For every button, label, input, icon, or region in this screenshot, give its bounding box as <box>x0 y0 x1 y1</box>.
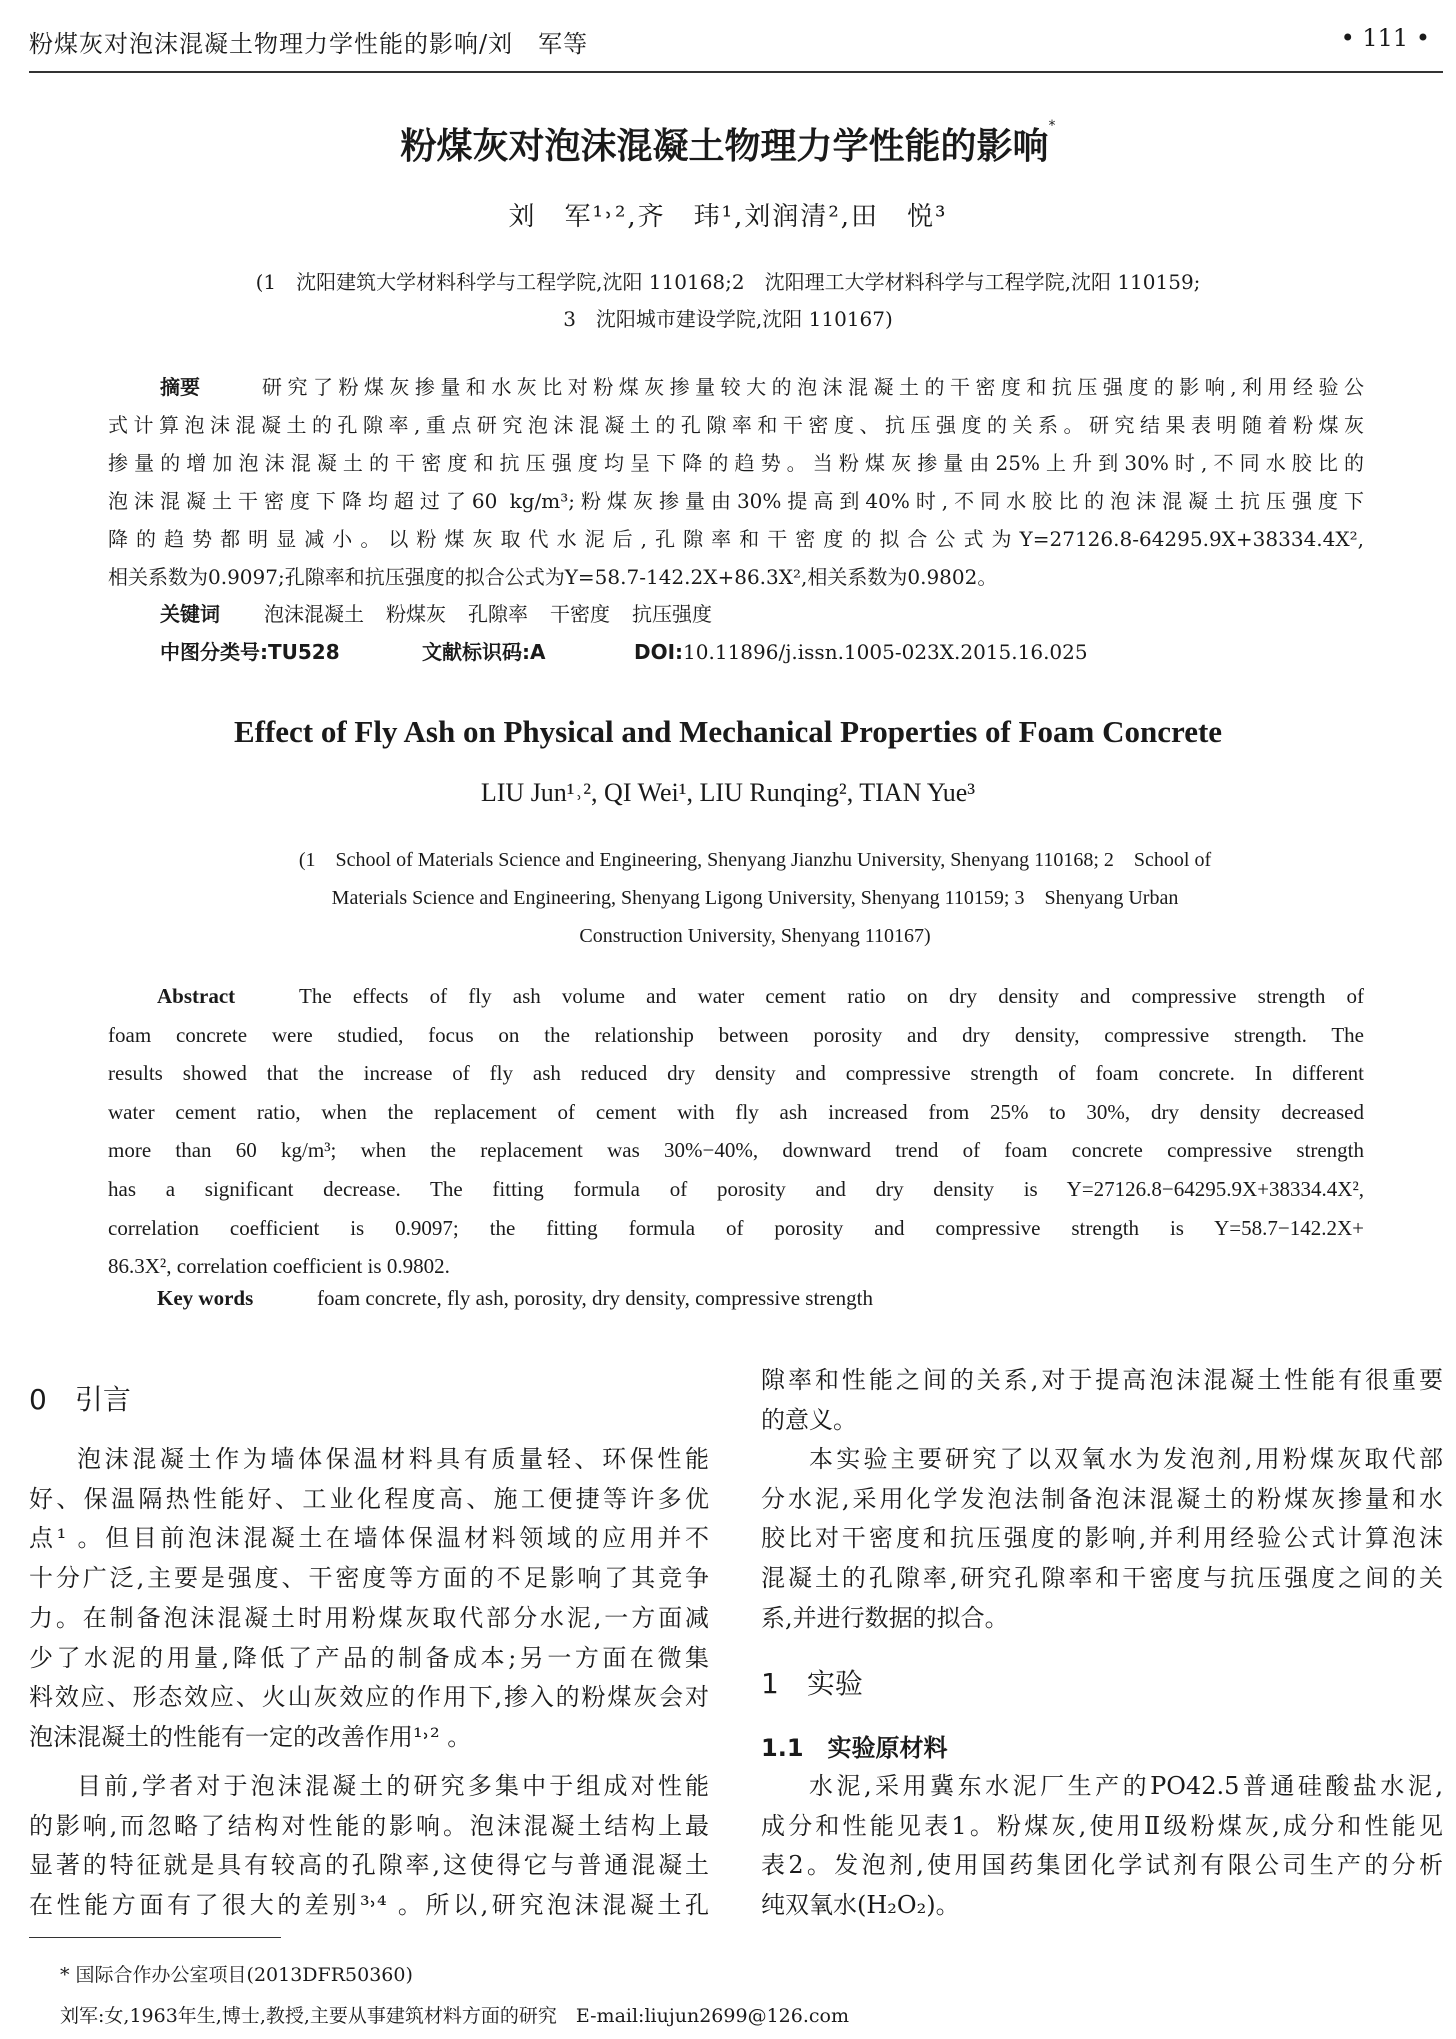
text-line: water cement ratio, when the replacement of cement with fly ash increased from 25% to 30%, dry density decreased <box>108 1099 1364 1124</box>
text-line: 显著的特征就是具有较高的孔隙率,这使得它与普通混凝土 <box>29 1851 709 1880</box>
keywords-en-text: foam concrete, fly ash, porosity, dry density, compressive strength <box>317 1286 873 1310</box>
text-line: 研究了粉煤灰掺量和水灰比对粉煤灰掺量较大的泡沫混凝土的干密度和抗压强度的影响,利用经验公 <box>262 375 1364 399</box>
keywords-en-label: Key words <box>157 1286 254 1310</box>
paragraph <box>29 1767 709 1926</box>
section-1-1-heading: 1.1 实验原材料 <box>761 1734 948 1762</box>
text-line: 成分和性能见表1。粉煤灰,使用Ⅱ级粉煤灰,成分和性能见 <box>761 1811 1443 1840</box>
text-line: 泡沫混凝土作为墙体保温材料具有质量轻、环保性能 <box>77 1445 709 1473</box>
text-line: correlation coefficient is 0.9097; the fitting formula of porosity and compressive strength is Y=58.7−142.2X+ <box>108 1215 1364 1240</box>
affiliation-en-line: (1 School of Materials Science and Engineering, Shenyang Jianzhu University, Shenyang 110168; 2 School of <box>298 849 1212 871</box>
text-line: 少了水泥的用量,降低了产品的制备成本;另一方面在微集 <box>29 1643 709 1672</box>
document-code: 文献标识码:A <box>422 640 546 664</box>
affiliation-en-line: Construction University, Shenyang 110167) <box>579 925 931 947</box>
keywords-cn-label: 关键词 <box>160 602 220 626</box>
authors-en: LIU Jun¹˒², QI Wei¹, LIU Runqing², TIAN Yue³ <box>480 778 976 807</box>
text-line: 隙率和性能之间的关系,对于提高泡沫混凝土性能有很重要 <box>761 1366 1443 1394</box>
keywords-en <box>157 1286 873 1311</box>
keywords-cn <box>160 598 756 627</box>
paragraph <box>761 1440 1443 1639</box>
abstract-cn <box>108 368 1364 596</box>
text-line: 十分广泛,主要是强度、干密度等方面的不足影响了其竞争 <box>29 1564 709 1593</box>
keyword-cn: 泡沫混凝土 <box>264 602 364 626</box>
text-line: 本实验主要研究了以双氧水为发泡剂,用粉煤灰取代部 <box>809 1445 1443 1473</box>
authors-cn: 刘 军¹˒²,齐 玮¹,刘润清²,田 悦³ <box>508 202 948 232</box>
keyword-cn: 粉煤灰 <box>386 602 446 626</box>
text-line: results showed that the increase of fly ash reduced dry density and compressive strength of foam concrete. In different <box>108 1061 1364 1086</box>
abstract-en-label: Abstract <box>157 984 236 1008</box>
text-line: 点¹ 。但目前泡沫混凝土在墙体保温材料领域的应用并不 <box>29 1524 709 1553</box>
doi[interactable]: 10.11896/j.issn.1005-023X.2015.16.025 <box>683 640 1088 664</box>
paragraph <box>761 1767 1443 1926</box>
text-line: 力。在制备泡沫混凝土时用粉煤灰取代部分水泥,一方面减 <box>29 1603 709 1632</box>
running-header-title: 粉煤灰对泡沫混凝土物理力学性能的影响/刘 军等 <box>29 30 589 58</box>
text-line: 降的趋势都明显减小。以粉煤灰取代水泥后,孔隙率和干密度的拟合公式为Y=27126.8-64295.9X+38334.4X², <box>108 527 1364 551</box>
text-line: 86.3X², correlation coefficient is 0.9802. <box>108 1254 450 1279</box>
paragraph <box>761 1361 1443 1440</box>
text-line: 在性能方面有了很大的差别³˒⁴ 。所以,研究泡沫混凝土孔 <box>29 1891 709 1920</box>
text-line: 料效应、形态效应、火山灰效应的作用下,掺入的粉煤灰会对 <box>29 1683 709 1712</box>
title-cn <box>0 118 1456 169</box>
text-line: 纯双氧水(H₂O₂)。 <box>761 1891 960 1920</box>
section-0-heading: 0 引言 <box>29 1383 131 1416</box>
text-line: 相关系数为0.9097;孔隙率和抗压强度的拟合公式为Y=58.7-142.2X+86.3X²,相关系数为0.9802。 <box>108 565 998 589</box>
text-line: 水泥,采用冀东水泥厂生产的PO42.5普通硅酸盐水泥, <box>809 1772 1443 1800</box>
keyword-cn: 孔隙率 <box>468 602 528 626</box>
title-cn-text: 粉煤灰对泡沫混凝土物理力学性能的影响 <box>400 126 1049 167</box>
abstract-en <box>108 977 1364 1286</box>
text-line: 式计算泡沫混凝土的孔隙率,重点研究泡沫混凝土的孔隙率和干密度、抗压强度的关系。研究结果表明随着粉煤灰 <box>108 413 1364 437</box>
text-line: 混凝土的孔隙率,研究孔隙率和干密度与抗压强度之间的关 <box>761 1564 1443 1593</box>
affiliation-cn-line: 3 沈阳城市建设学院,沈阳 110167) <box>563 307 893 331</box>
page-number: • 111 • <box>1340 24 1430 52</box>
text-line: 泡沫混凝土的性能有一定的改善作用¹˒² 。 <box>29 1722 472 1751</box>
title-en: Effect of Fly Ash on Physical and Mechanical Properties of Foam Concrete <box>233 714 1223 749</box>
text-line: 分水泥,采用化学发泡法制备泡沫混凝土的粉煤灰掺量和水 <box>761 1484 1443 1513</box>
keyword-cn: 抗压强度 <box>632 602 712 626</box>
classification-line <box>160 636 1360 665</box>
affiliations-en <box>140 841 1370 955</box>
title-footnote-mark: * <box>1048 118 1056 134</box>
paragraph <box>29 1440 709 1758</box>
text-line: has a significant decrease. The fitting formula of porosity and dry density is Y=27126.8−64295.9X+38334.4X², <box>108 1176 1364 1201</box>
footnote-funding: * 国际合作办公室项目(2013DFR50360) <box>60 1964 413 1986</box>
affiliation-cn-line: (1 沈阳建筑大学材料科学与工程学院,沈阳 110168;2 沈阳理工大学材料科学与工程学院,沈阳 110159; <box>255 270 1201 294</box>
text-line: 好、保温隔热性能好、工业化程度高、施工便捷等许多优 <box>29 1484 709 1513</box>
text-line: 的影响,而忽略了结构对性能的影响。泡沫混凝土结构上最 <box>29 1811 709 1840</box>
abstract-cn-first-line <box>108 368 1364 406</box>
text-line: 目前,学者对于泡沫混凝土的研究多集中于组成对性能 <box>77 1772 709 1800</box>
affiliation-en-line: Materials Science and Engineering, Shenyang Ligong University, Shenyang 110159; 3 Shenyang Urban <box>331 887 1179 909</box>
clc-number: 中图分类号:TU528 <box>160 640 340 664</box>
text-line: 系,并进行数据的拟合。 <box>761 1603 1009 1632</box>
section-1-heading: 1 实验 <box>761 1667 863 1700</box>
abstract-cn-label: 摘要 <box>160 375 200 399</box>
text-line: The effects of fly ash volume and water cement ratio on dry density and compressive strength of <box>299 984 1364 1008</box>
text-line: more than 60 kg/m³; when the replacement was 30%−40%, downward trend of foam concrete compressive strength <box>108 1138 1364 1163</box>
footnote-rule <box>29 1937 281 1938</box>
text-line: 表2。发泡剂,使用国药集团化学试剂有限公司生产的分析 <box>761 1851 1443 1880</box>
abstract-en-first-line <box>108 977 1364 1016</box>
text-line: 掺量的增加泡沫混凝土的干密度和抗压强度均呈下降的趋势。当粉煤灰掺量由25%上升到30%时,不同水胶比的 <box>108 451 1364 475</box>
text-line: 泡沫混凝土干密度下降均超过了60 kg/m³;粉煤灰掺量由30%提高到40%时,不同水胶比的泡沫混凝土抗压强度下 <box>108 489 1364 513</box>
header-rule <box>29 71 1443 73</box>
footnote-author: 刘军:女,1963年生,博士,教授,主要从事建筑材料方面的研究 E-mail:liujun2699@126.com <box>60 2005 849 2027</box>
text-line: 的意义。 <box>761 1405 857 1434</box>
text-line: 胶比对干密度和抗压强度的影响,并利用经验公式计算泡沫 <box>761 1524 1443 1553</box>
doi-label: DOI: <box>634 640 684 664</box>
keyword-cn: 干密度 <box>550 602 610 626</box>
text-line: foam concrete were studied, focus on the relationship between porosity and dry density, compressive strength. The <box>108 1022 1364 1047</box>
